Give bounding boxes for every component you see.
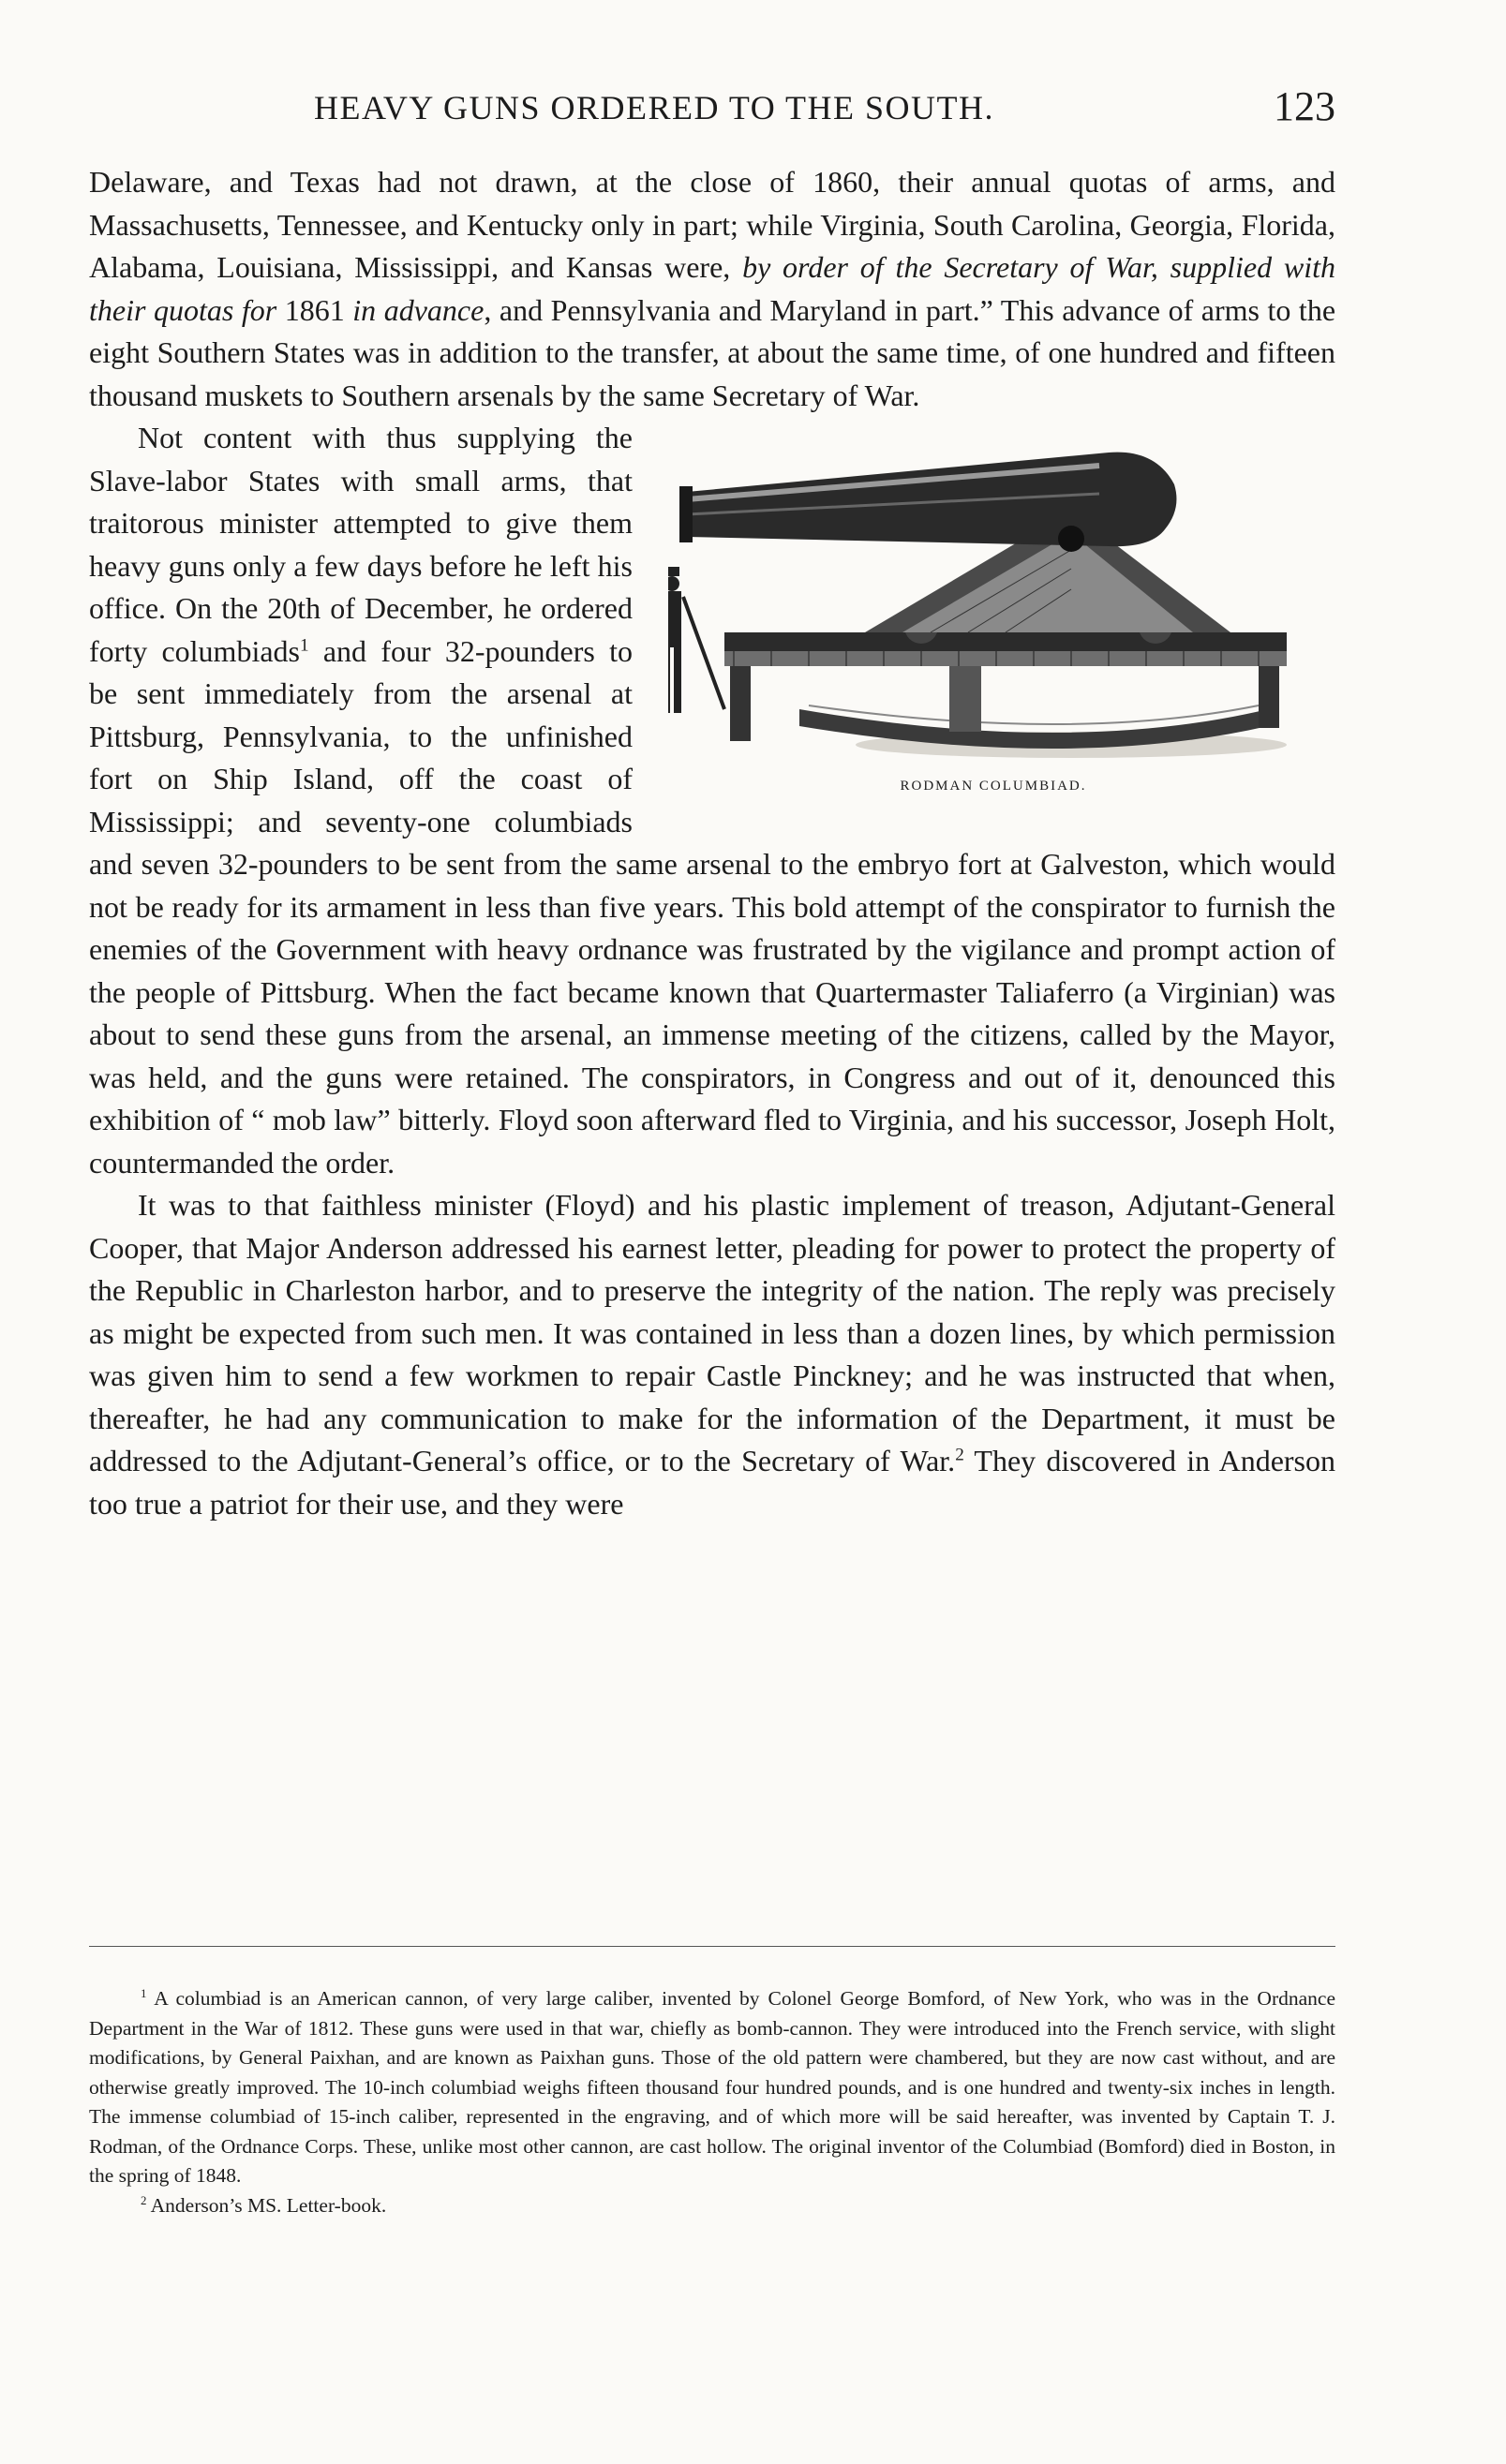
rodman-columbiad-icon	[668, 428, 1324, 765]
paragraph-1-italic-a: by order of the Secretary of War, supplied with their quotas for	[89, 250, 1336, 327]
footnote-1-text: A columbiad is an American cannon, of very large caliber, invented by Colonel George Bomford, of New York, who was in the Ordnance Department in the War of 1812. These guns were used in that war, chiefly as bomb-cannon. They were introduced into the French service, with slight modifications, by General Paixhan, and are known as Paixhan guns. Those of the old pattern were chambered, but they are now cast without, and are otherwise greatly improved. The 10-inch columbiad weighs fifteen thousand four hundred pounds, and is one hundred and twenty-six inches in length. The immense columbiad of 15-inch caliber, represented in the engraving, and of which more will be said hereafter, was invented by Captain T. J. Rodman, of the Ordnance Corps. These, unlike most other cannon, are cast hollow. The original inventor of the Columbiad (Bomford) died in Boston, in the spring of 1848.	[89, 1987, 1335, 2187]
paragraph-2-text-b: and four 32-pounders to be sent immediately from the arsenal at Pittsburg, Pennsylvania, to the unfinished fort on Ship Island, off the coast of Mississippi; and seventy-one columbiads and seven 32-pounders to be sent from the same arsenal to the embryo fort at Galveston, which would not be ready for its armament in less than five years. This bold attempt of the conspirator to furnish the enemies of the Government with heavy ordnance was frustrated by the vigilance and prompt action of the people of Pittsburg. When the fact became known that Quartermaster Taliaferro (a Virginian) was about to send these guns from the arsenal, an immense meeting of the citizens, called by the Mayor, was held, and the guns were retained. The conspirators, in Congress and out of it, denounced this exhibition of “ mob law” bitterly. Floyd soon afterward fled to Virginia, and his successor, Joseph Holt, countermanded the order.	[89, 633, 1335, 1180]
main-text	[89, 161, 1335, 1525]
footnotes	[89, 1984, 1335, 2220]
paragraph-1-italic-b: in advance	[352, 292, 485, 327]
paragraph-1-text-a: Delaware, and Texas had not drawn, at the close of 1860, their annual quotas of arms, and Massachusetts, Tennessee, and Kentucky only in part; while Virginia, South Carolina, Georgia, Florida, Alabama, Louisiana, Mississippi, and Kansas were,	[89, 165, 1335, 284]
running-title: HEAVY GUNS ORDERED TO THE SOUTH.	[314, 89, 995, 126]
page-number: 123	[1274, 83, 1335, 129]
paragraph-3	[89, 1184, 1335, 1525]
footnote-2-text: Anderson’s MS. Letter-book.	[146, 2193, 387, 2217]
paragraph-1-text-b: 1861	[276, 292, 353, 327]
paragraph-3-text-b: They discovered in Anderson too true a patriot for their use, and they were	[89, 1444, 1336, 1521]
paragraph-2-text-a: Not content with thus supplying the Slave-labor States with small arms, that traitorous minister attempted to give them heavy guns only a few days before he left his office. On the 20th of December, he ordered forty columbiads	[89, 421, 633, 668]
figure-caption: RODMAN COLUMBIAD.	[900, 779, 1087, 794]
footnote-ref-2[interactable]: 2	[955, 1445, 964, 1465]
paragraph-1	[89, 161, 1335, 417]
footnote-1	[89, 1984, 1335, 2191]
footnote-2	[89, 2191, 1335, 2221]
running-header	[89, 82, 1335, 139]
paragraph-3-text-a: It was to that faithless minister (Floyd) and his plastic implement of treason, Adjutant-General Cooper, that Major Anderson addressed his earnest letter, pleading for power to protect the property of the Republic in Charleston harbor, and to preserve the integrity of the nation. The reply was precisely as might be expected from such men. It was contained in less than a dozen lines, by which permission was given him to send a few workmen to repair Castle Pinckney; and he was instructed that when, thereafter, he had any communication to make for the information of the Department, it must be addressed to the Adjutant-General’s office, or to the Secretary of War.	[89, 1188, 1335, 1477]
footnote-1-marker: 1	[141, 1986, 147, 2000]
columbiad-figure	[651, 417, 1335, 809]
footnote-divider	[89, 1946, 1335, 1947]
paragraph-1-text-c: , and Pennsylvania and Maryland in part.” This advance of arms to the eight Southern States was in addition to the transfer, at about the same time, of one hundred and fifteen thousand muskets to Southern arsenals by the same Secretary of War.	[89, 292, 1336, 412]
footnote-ref-1[interactable]: 1	[300, 634, 309, 655]
footnote-2-marker: 2	[141, 2193, 147, 2207]
